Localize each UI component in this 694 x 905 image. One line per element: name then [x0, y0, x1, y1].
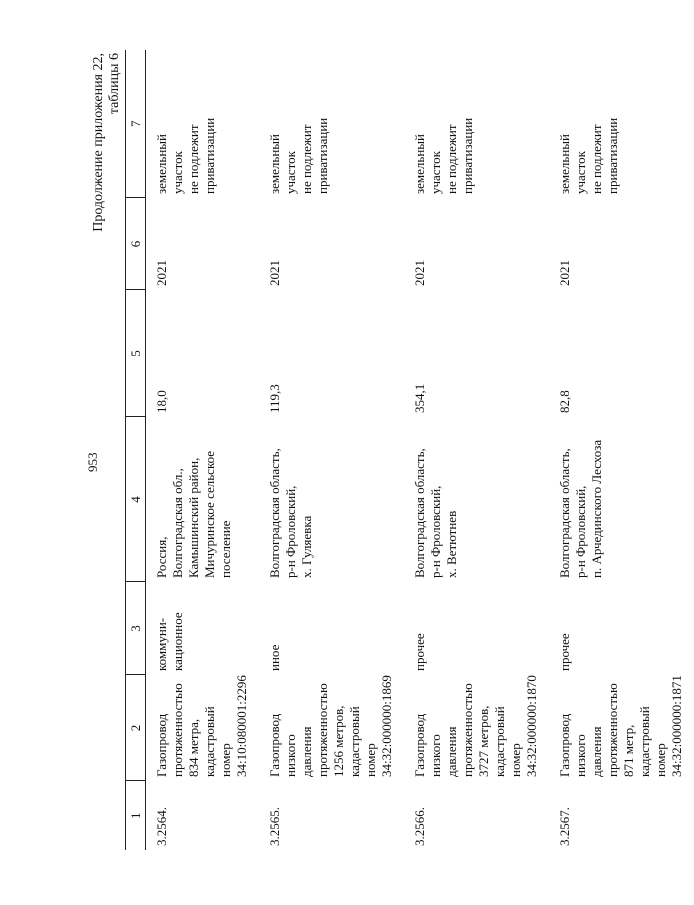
column-number-row	[126, 50, 146, 850]
row-number: 3.2565.	[267, 807, 282, 846]
object-name: Газопровод низкого давления протяженностью 1256 метров, кадастровый номер 34:32:000000:1869	[267, 675, 394, 777]
object-year: 2021	[154, 260, 169, 286]
object-value: 18,0	[154, 390, 169, 413]
table-row	[259, 50, 404, 850]
object-address: Волгоградская область, р-н Фроловский, х. Гуляевка	[267, 448, 314, 578]
object-year: 2021	[267, 260, 282, 286]
column-number: 3	[126, 582, 146, 675]
rotated-document-sheet	[80, 45, 684, 850]
row-number: 3.2567.	[557, 807, 572, 846]
object-note: земельный участок не подлежит приватизации	[412, 117, 475, 194]
object-purpose: прочее	[412, 633, 427, 671]
object-note: земельный участок не подлежит приватизации	[557, 117, 620, 194]
object-year: 2021	[557, 260, 572, 286]
object-address: Россия, Волгоградская обл., Камышинский район, Мичуринское сельское поселение	[154, 450, 233, 578]
page-number: 953	[85, 452, 100, 472]
row-number: 3.2564.	[154, 807, 169, 846]
continuation-header-line1: Продолжение приложения 22,	[91, 53, 106, 232]
object-value: 119,3	[267, 384, 282, 413]
object-name: Газопровод протяженностью 834 метра, кадастровый номер 34:10:080001:2296	[154, 675, 249, 777]
column-number: 6	[126, 198, 146, 290]
object-purpose: иное	[267, 644, 282, 671]
table-row	[404, 50, 549, 850]
column-number: 5	[126, 290, 146, 417]
row-number: 3.2566.	[412, 807, 427, 846]
object-purpose: прочее	[557, 633, 572, 671]
registry-table	[125, 50, 694, 850]
object-address: Волгоградская область, р-н Фроловский, п. Арчединского Лесхоза	[557, 439, 604, 578]
continuation-header-line2: таблицы 6	[107, 53, 122, 115]
object-note: земельный участок не подлежит приватизации	[267, 117, 330, 194]
column-number: 7	[126, 50, 146, 198]
object-name: Газопровод низкого давления протяженностью 3727 метров, кадастровый номер 34:32:000000:1870	[412, 675, 539, 777]
object-value: 354,1	[412, 383, 427, 413]
object-address: Волгоградская область, р-н Фроловский, х. Ветютнев	[412, 448, 459, 578]
column-number: 4	[126, 417, 146, 582]
object-name: Газопровод низкого давления протяженностью 871 метр, кадастровый номер 34:32:000000:1871	[557, 675, 684, 777]
object-note: земельный участок не подлежит приватизации	[154, 117, 217, 194]
column-number: 2	[126, 675, 146, 781]
table-row	[146, 50, 260, 850]
table-row	[549, 50, 694, 850]
object-purpose: коммуни- кационное	[154, 612, 185, 671]
continuation-header	[91, 53, 123, 232]
object-value: 82,8	[557, 390, 572, 413]
object-year: 2021	[412, 260, 427, 286]
column-number: 1	[126, 781, 146, 850]
